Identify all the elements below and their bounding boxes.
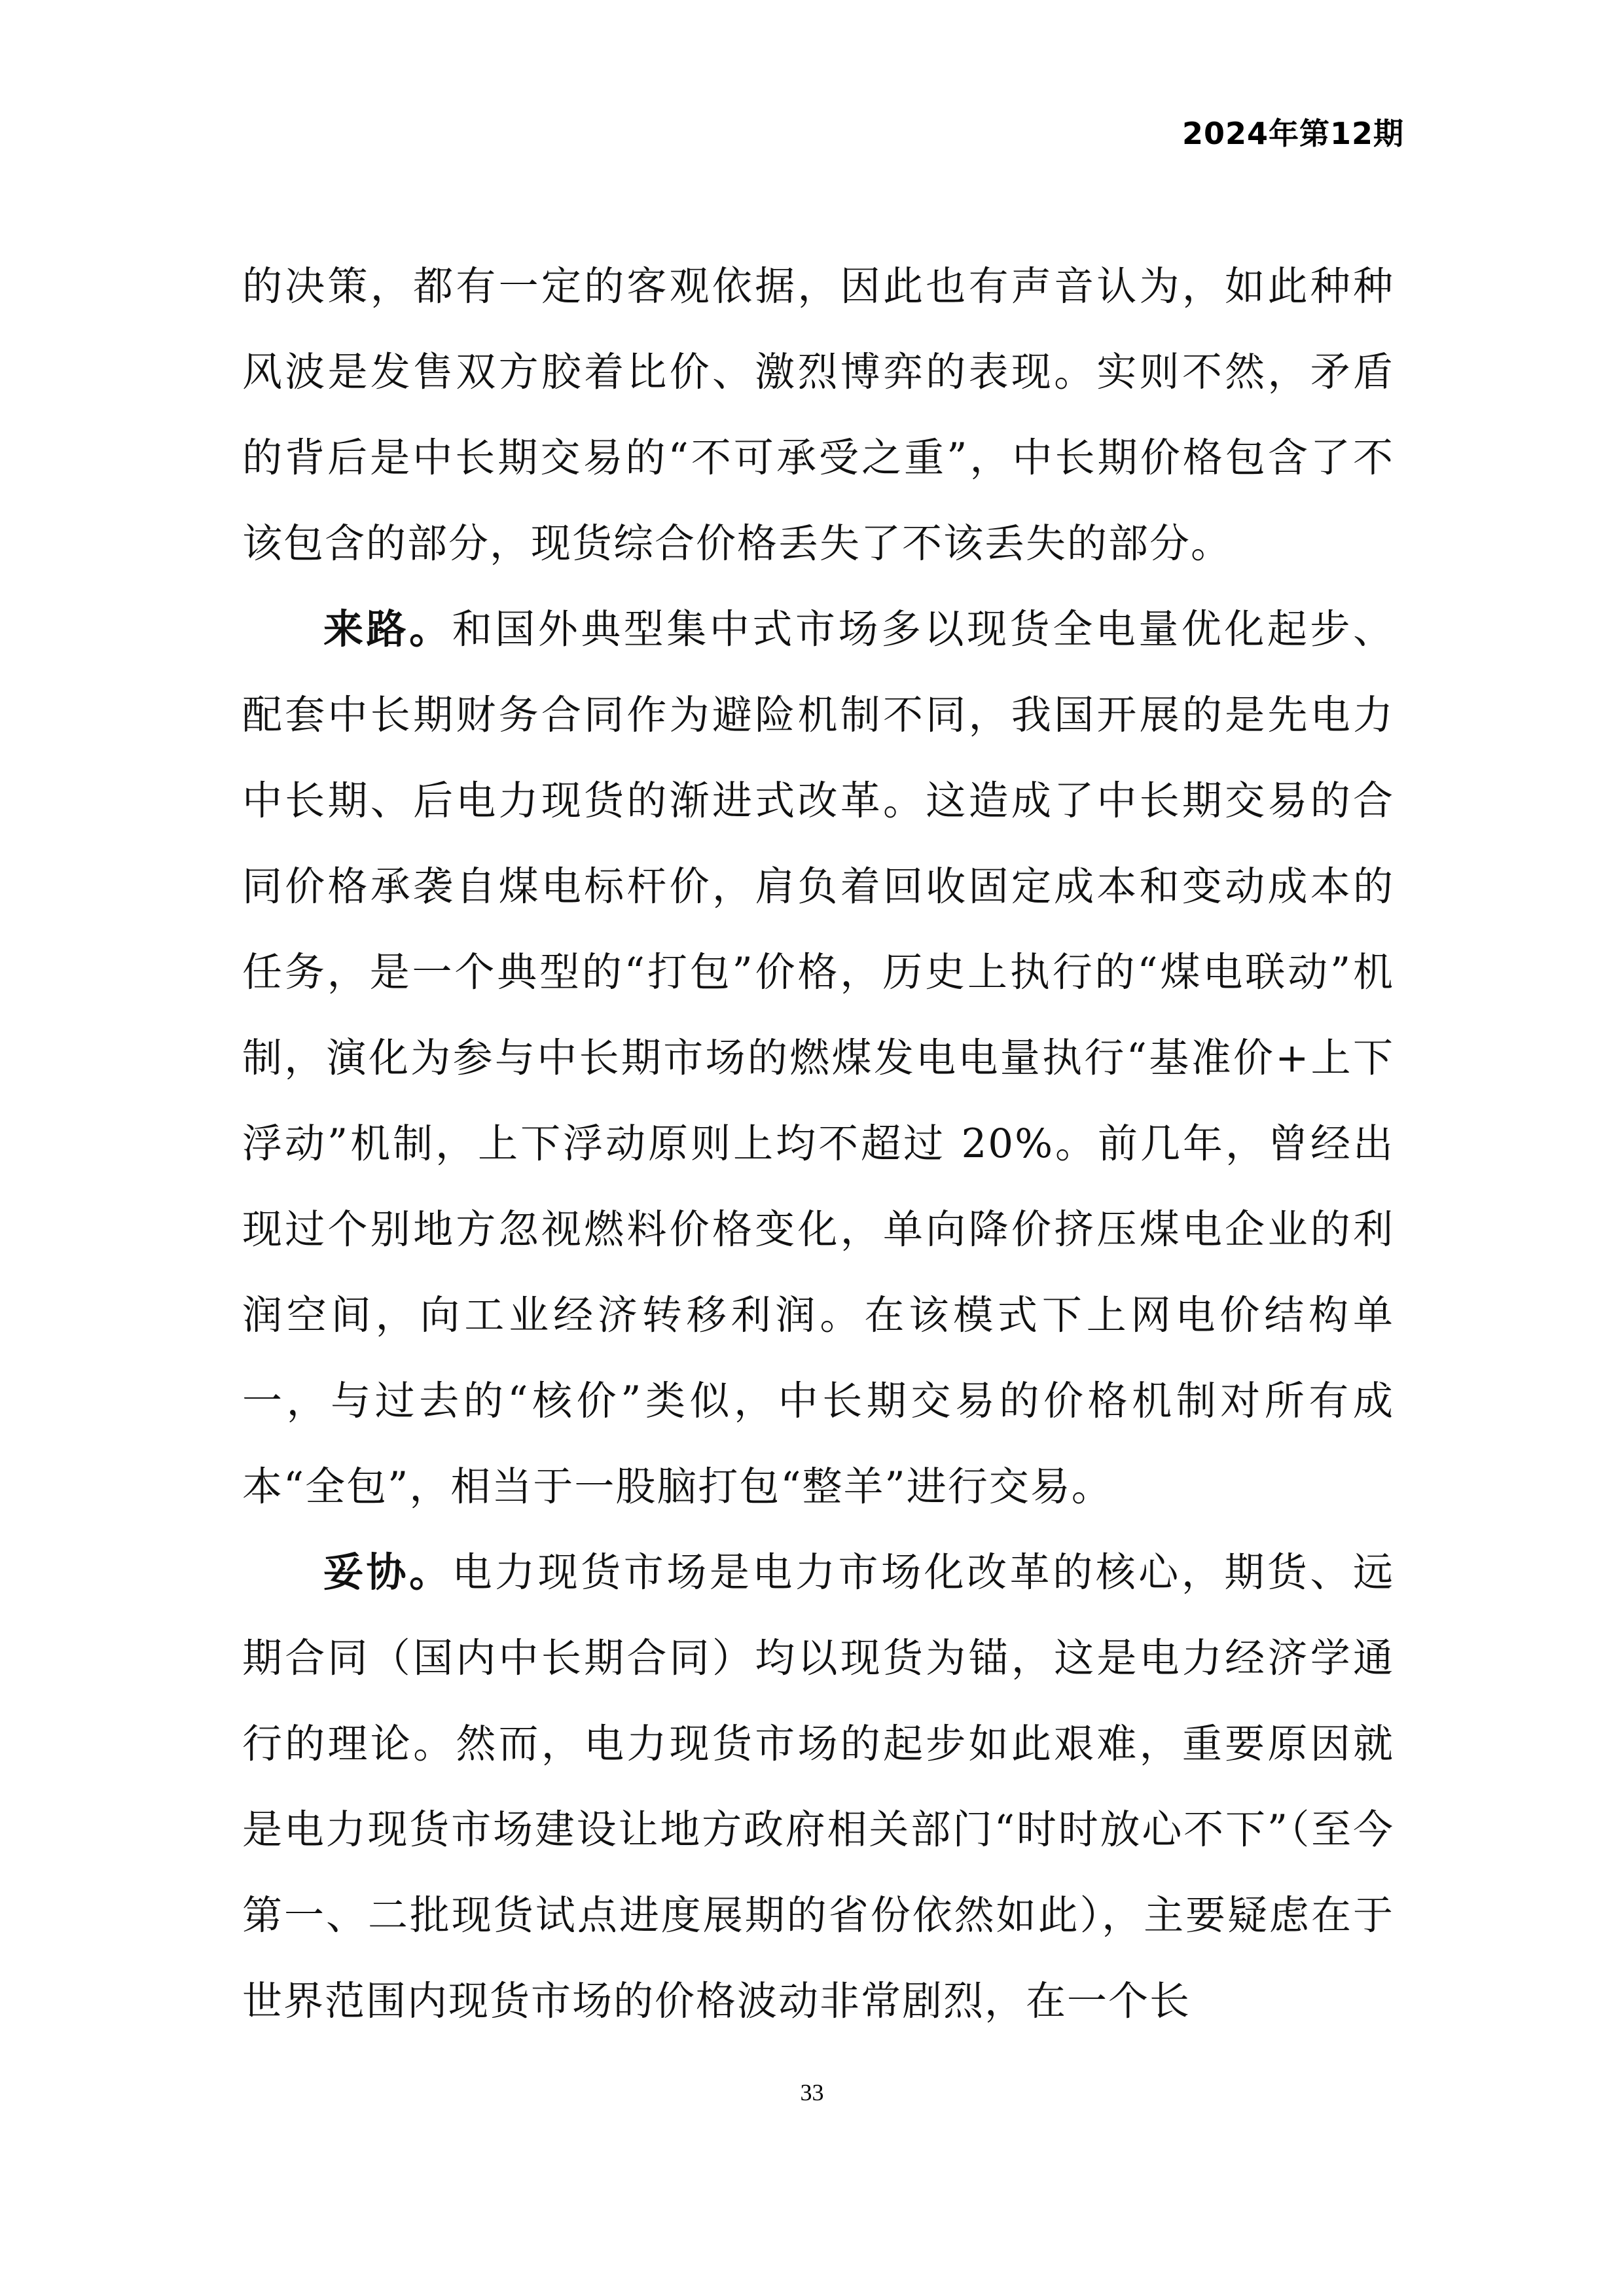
paragraph-2-text: 和国外典型集中式市场多以现货全电量优化起步、配套中长期财务合同作为避险机制不同，我国开展的是先电力中长期、后电力现货的渐进式改革。这造成了中长期交易的合同价格承袭自煤电标杆价，肩负着回收固定成本和变动成本的任务，是一个典型的“打包”价格，历史上执行的“煤电联动”机制，演化为参与中长期市场的燃煤发电电量执行“基准价+上下浮动”机制，上下浮动原则上均不超过 20%。前几年，曾经出现过个别地方忽视燃料价格变化，单向降价挤压煤电企业的利润空间，向工业经济转移利润。在该模式下上网电价结构单一，与过去的“核价”类似，中长期交易的价格机制对所有成本“全包”，相当于一股脑打包“整羊”进行交易。: [242, 606, 1394, 1510]
page-number: 33: [800, 2079, 824, 2106]
article-body: [242, 243, 1394, 2044]
paragraph-2-lead: 来路。: [323, 606, 452, 653]
paragraph-3-lead: 妥协。: [323, 1549, 452, 1596]
paragraph-1-text: 的决策，都有一定的客观依据，因此也有声音认为，如此种种风波是发售双方胶着比价、激烈博弈的表现。实则不然，矛盾的背后是中长期交易的“不可承受之重”，中长期价格包含了不该包含的部分，现货综合价格丢失了不该丢失的部分。: [242, 263, 1394, 567]
paragraph-1: [242, 243, 1394, 586]
paragraph-2: [242, 586, 1394, 1530]
paragraph-3: [242, 1530, 1394, 2044]
paragraph-3-text: 电力现货市场是电力市场化改革的核心，期货、远期合同（国内中长期合同）均以现货为锚，这是电力经济学通行的理论。然而，电力现货市场的起步如此艰难，重要原因就是电力现货市场建设让地方政府相关部门“时时放心不下”（至今第一、二批现货试点进度展期的省份依然如此），主要疑虑在于世界范围内现货市场的价格波动非常剧烈，在一个长: [242, 1549, 1394, 2024]
issue-header: 2024年第12期: [1182, 116, 1404, 151]
